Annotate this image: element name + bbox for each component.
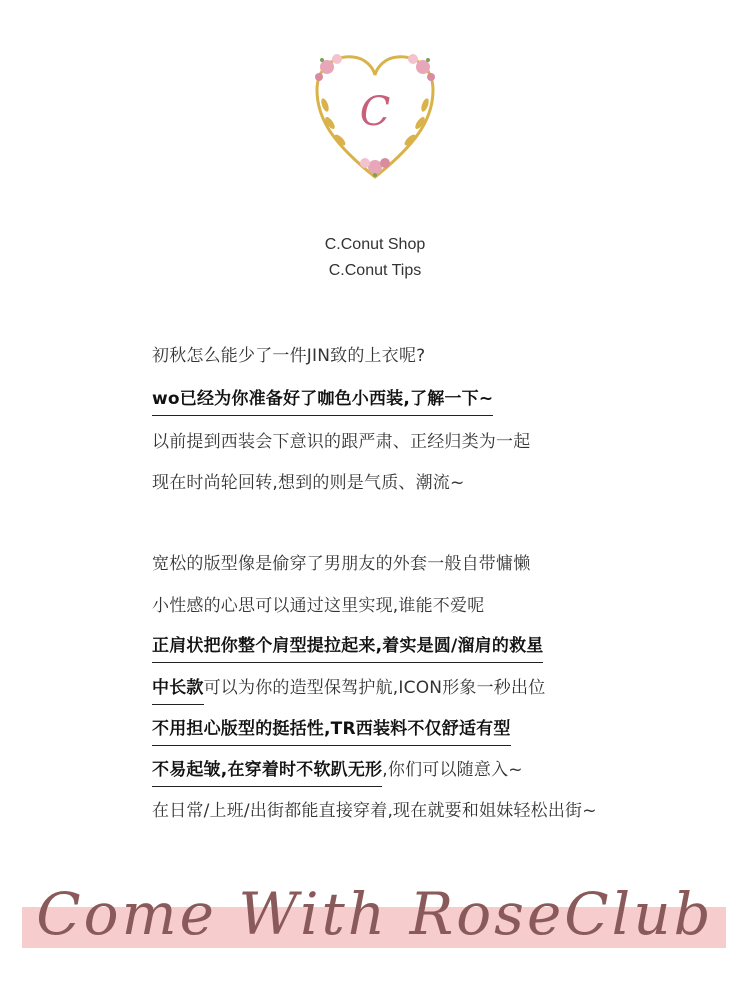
text-line: 小性感的心思可以通过这里实现,谁能不爱呢: [152, 596, 485, 616]
text-line-bold: wo已经为你准备好了咖色小西装,了解一下~: [152, 384, 493, 409]
shop-name: C.Conut Shop: [324, 236, 426, 253]
text-line-bold: 正肩状把你整个肩型提拉起来,着实是圆/溜肩的救星: [152, 631, 543, 656]
text-line: 宽松的版型像是偷穿了男朋友的外套一般自带慵懒: [152, 554, 531, 574]
text-line-mixed: 不易起皱,在穿着时不软趴无形,你们可以随意入~: [152, 755, 523, 780]
text-line-bold: 不用担心版型的挺括性,TR西装料不仅舒适有型: [152, 714, 511, 739]
heart-wreath-logo: [305, 45, 445, 185]
text-line: 初秋怎么能少了一件JIN致的上衣呢?: [152, 346, 426, 366]
text-line-mixed: 中长款可以为你的造型保驾护航,ICON形象一秒出位: [152, 673, 545, 698]
text-line: 以前提到西装会下意识的跟严肃、正经归类为一起: [152, 432, 531, 452]
text-line: 现在时尚轮回转,想到的则是气质、潮流~: [152, 473, 465, 493]
banner-slogan: Come With RoseClub: [36, 880, 714, 948]
shop-tips: C.Conut Tips: [328, 262, 422, 279]
text-line: 在日常/上班/出街都能直接穿着,现在就要和姐妹轻松出街~: [152, 801, 597, 821]
monogram-letter: C: [359, 89, 391, 135]
